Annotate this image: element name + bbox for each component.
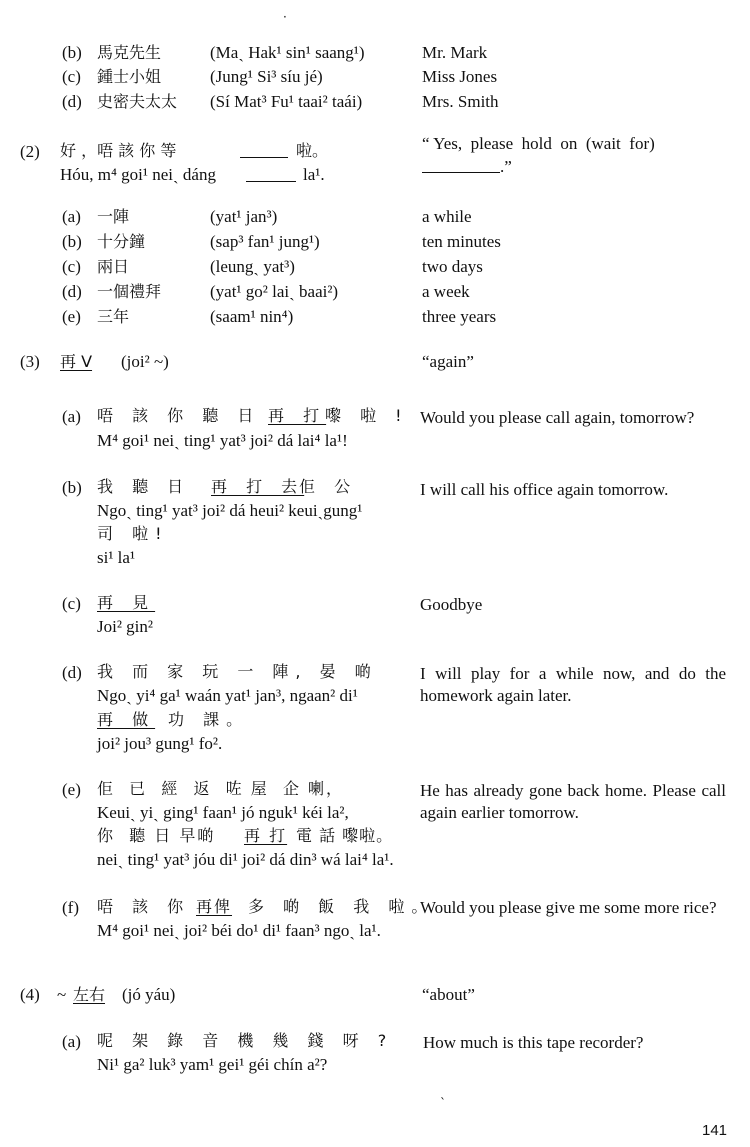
row-chinese: 史密夫太太	[97, 92, 178, 111]
blank-line	[246, 167, 296, 182]
example-chinese-pattern: 再 做	[97, 710, 156, 729]
example-english: Would you please call again, tomorrow?	[420, 408, 695, 427]
row-tag: (c)	[62, 67, 81, 86]
sentence-english-line1: “ Yes, please hold on (wait for)	[422, 134, 655, 153]
example-tag: (a)	[62, 1032, 81, 1051]
row-tag: (c)	[62, 257, 81, 276]
blank-line	[240, 143, 288, 158]
sentence-chinese-part1: 好 ，唔 該 你 等	[60, 141, 177, 160]
example-english: I will call his office again tomorrow.	[420, 480, 669, 499]
example-english: I will play for a while now, and do the homework again later.	[420, 664, 726, 705]
row-english: Miss Jones	[422, 67, 498, 86]
example-romanization: M⁴ goi¹ neiˏ ting¹ yat³ joi² dá lai⁴ la¹!	[97, 431, 348, 450]
example-romanization: Ngoˏ yi⁴ ga¹ waán yat¹ jan³, ngaan² di¹	[97, 686, 358, 705]
example-chinese-pattern: 再 見	[97, 593, 156, 612]
sentence-english-end: .”	[500, 157, 512, 176]
row-romanization: (Sí Mat³ Fu¹ taai² taái)	[210, 92, 363, 111]
sentence-romanization-part2: la¹.	[303, 165, 325, 184]
top-mark: ·	[283, 10, 287, 24]
example-chinese-pattern: 再 打	[244, 826, 288, 845]
example-romanization: Ngoˏ ting¹ yat³ joi² dá heui² keuiˏgung¹	[97, 501, 363, 520]
row-chinese: 一陣	[97, 207, 130, 226]
example-chinese: 電 話 嚟啦。	[296, 826, 394, 845]
row-romanization: (yat¹ go² laiˏ baai²)	[210, 282, 339, 301]
example-romanization: si¹ la¹	[97, 548, 136, 567]
row-tag: (b)	[62, 43, 82, 62]
row-english: two days	[422, 257, 483, 276]
row-tag: (d)	[62, 282, 82, 301]
row-english: a week	[422, 282, 470, 301]
example-english: How much is this tape recorder?	[423, 1033, 644, 1052]
row-english: a while	[422, 207, 472, 226]
row-tag: (a)	[62, 207, 81, 226]
row-chinese: 馬克先生	[97, 43, 162, 62]
example-romanization: Keuiˏ yiˏ ging¹ faan¹ jó nguk¹ kéi la²,	[97, 803, 349, 822]
row-romanization: (Maˏ Hak¹ sin¹ saang¹)	[210, 43, 365, 62]
row-tag: (d)	[62, 92, 82, 111]
row-romanization: (leungˏ yat³)	[210, 257, 295, 276]
example-tag: (e)	[62, 780, 81, 799]
page-number: 141	[702, 1122, 728, 1139]
example-chinese: 呢 架 錄 音 機 幾 錢 呀 ?	[97, 1031, 394, 1050]
example-tag: (b)	[62, 478, 82, 497]
row-romanization: (Jung¹ Si³ síu jé)	[210, 67, 323, 86]
pattern-chinese: 左右	[73, 985, 106, 1004]
row-chinese: 十分鐘	[97, 232, 146, 251]
pattern-gloss: “again”	[422, 352, 474, 371]
row-tag: (b)	[62, 232, 82, 251]
item-number: (4)	[20, 985, 40, 1004]
example-romanization: neiˏ ting¹ yat³ jóu di¹ joi² dá din³ wá lai⁴ la¹.	[97, 850, 394, 869]
example-romanization: joi² jou³ gung¹ fo².	[97, 734, 223, 753]
row-romanization: (saam¹ nin⁴)	[210, 307, 294, 326]
example-romanization: Ni¹ ga² luk³ yam¹ gei¹ géi chín a²?	[97, 1055, 328, 1074]
row-english: Mrs. Smith	[422, 92, 499, 111]
item-number: (3)	[20, 352, 40, 371]
example-romanization: M⁴ goi¹ neiˏ joi² béi do¹ di¹ faan³ ngoˏ la¹.	[97, 921, 381, 940]
row-chinese: 鍾士小姐	[97, 67, 162, 86]
blank-line	[422, 158, 500, 173]
pattern-tilde: ~	[57, 985, 67, 1004]
row-chinese: 兩日	[97, 257, 130, 276]
example-chinese: 功 課。	[168, 710, 250, 729]
pattern-romanization: (jó yáu)	[122, 985, 176, 1004]
row-romanization: (yat¹ jan³)	[210, 207, 278, 226]
example-chinese: 多 啲 飯 我 啦。	[248, 897, 435, 916]
example-chinese-pattern: 再俾	[196, 897, 233, 916]
pattern-romanization: (joi² ~)	[121, 352, 169, 371]
example-tag: (f)	[62, 898, 79, 917]
example-chinese: 我 聽 日	[97, 477, 191, 496]
example-english: Would you please give me some more rice?	[420, 898, 717, 917]
example-chinese: 我 而 家 玩 一 陣, 晏 啲	[97, 662, 378, 681]
sentence-romanization-part1: Hóu, m⁴ goi¹ neiˏ dáng	[60, 165, 216, 184]
example-tag: (a)	[62, 407, 81, 426]
example-chinese: 佢 已 經 返 咗 屋 企 喇，	[97, 779, 345, 798]
example-english: He has already gone back home. Please call again earlier tomorrow.	[420, 781, 726, 822]
example-chinese-pattern: 再 打 去	[211, 477, 305, 496]
row-chinese: 三年	[97, 307, 130, 326]
row-tag: (e)	[62, 307, 81, 326]
row-english: ten minutes	[422, 232, 501, 251]
example-tag: (d)	[62, 663, 82, 682]
pattern-chinese: 再 V	[60, 352, 93, 371]
pattern-gloss: “about”	[422, 985, 475, 1004]
example-tag: (c)	[62, 594, 81, 613]
example-chinese: 唔 該 你 聽 日	[97, 406, 261, 425]
row-english: three years	[422, 307, 497, 326]
example-chinese: 佢 公	[299, 477, 358, 496]
example-romanization: Joi² gin²	[97, 617, 154, 636]
row-chinese: 一個禮拜	[97, 282, 162, 301]
example-english: Goodbye	[420, 595, 483, 614]
sentence-chinese-part2: 啦。	[296, 141, 329, 160]
example-chinese: 嚟 啦 !	[325, 406, 409, 425]
example-chinese-pattern: 再 打	[268, 406, 327, 425]
example-chinese: 唔 該 你	[97, 897, 191, 916]
example-chinese: 你 聽 日 早啲	[97, 826, 216, 845]
row-romanization: (sap³ fan¹ jung¹)	[210, 232, 320, 251]
item-number: (2)	[20, 142, 40, 161]
bottom-mark: ˋ	[440, 1096, 446, 1110]
row-english: Mr. Mark	[422, 43, 488, 62]
example-chinese: 司 啦!	[97, 524, 169, 543]
